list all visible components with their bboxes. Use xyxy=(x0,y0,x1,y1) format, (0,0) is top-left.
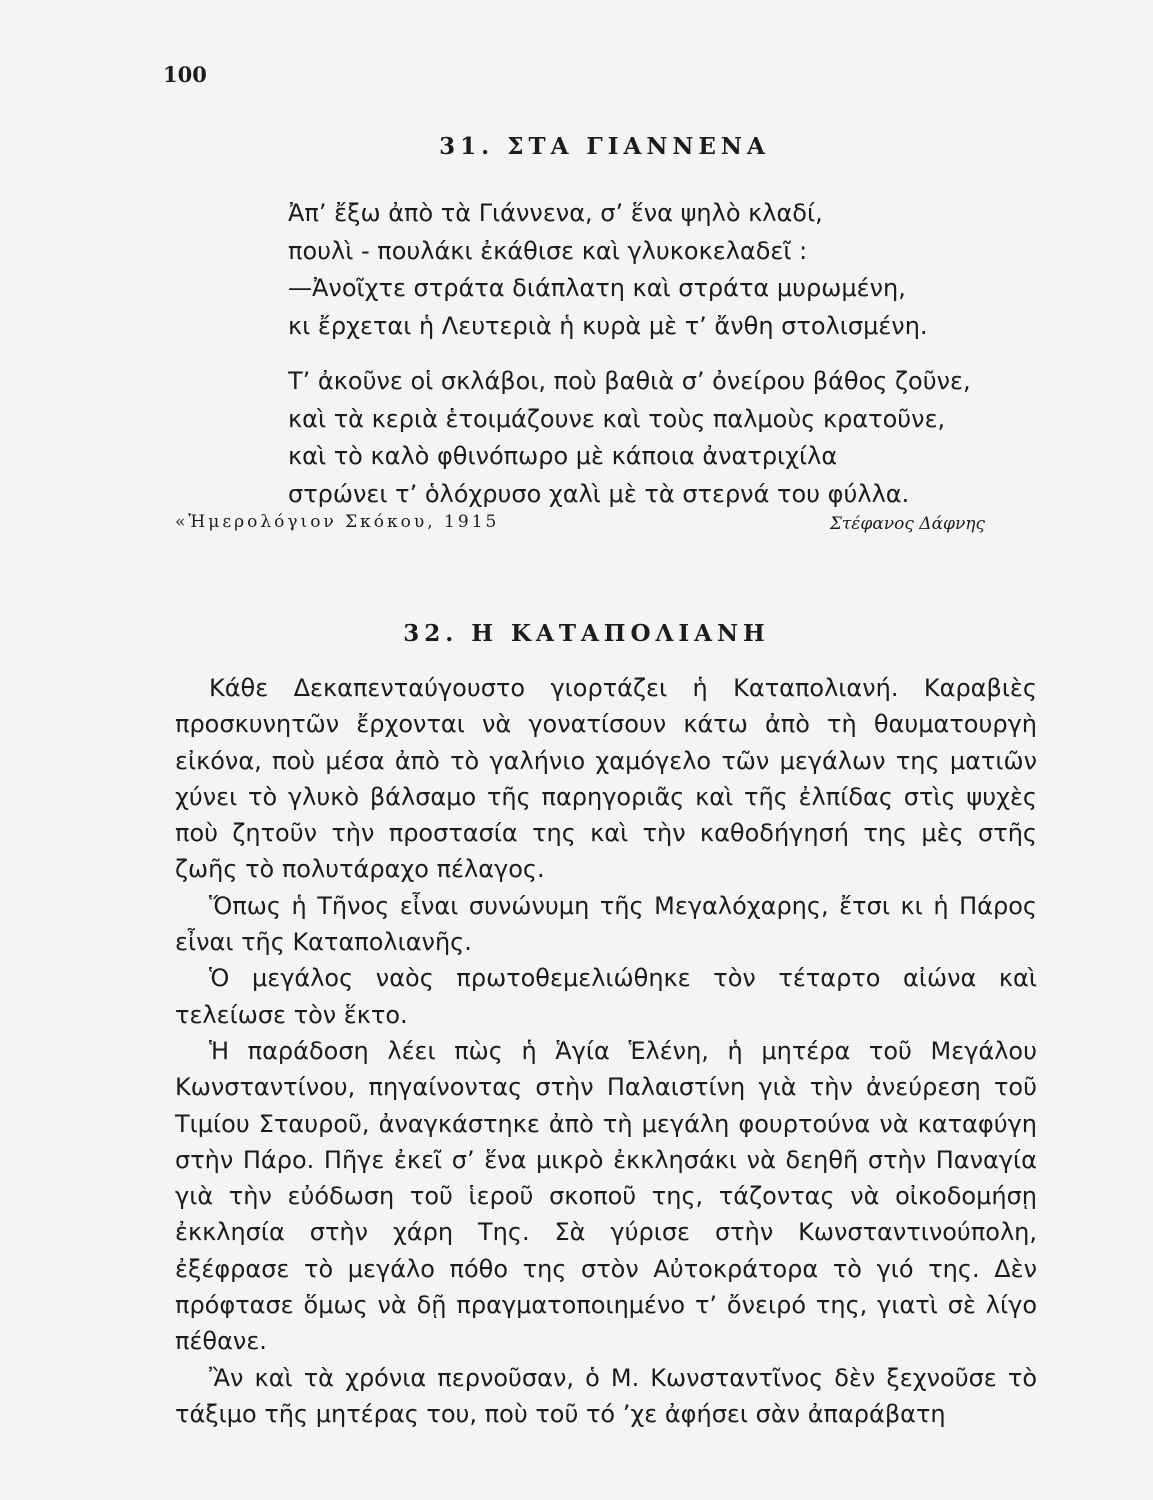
verse-line: στρώνει τ’ ὁλόχρυσο χαλὶ μὲ τὰ στερνά του φύλλα. xyxy=(288,479,910,508)
poem-stanza-2 xyxy=(288,363,1028,513)
paragraph: Ἂν καὶ τὰ χρόνια περνοῦσαν, ὁ Μ. Κωνσταντῖνος δὲν ξεχνοῦσε τὸ τάξιμο τῆς μητέρας του, ποὺ τοῦ τό ’χε ἀφήσει σὰν ἀπαράβατη xyxy=(175,1363,1037,1428)
poem-source: «Ἡμερολόγιον Σκόκου, 1915 xyxy=(175,512,500,532)
verse-line: καὶ τὰ κεριὰ ἑτοιμάζουνε καὶ τοὺς παλμοὺς κρατοῦνε, xyxy=(288,404,946,433)
verse-line: κι ἔρχεται ἡ Λευτεριὰ ἡ κυρὰ μὲ τ’ ἄνθη στολισμένη. xyxy=(288,311,928,340)
section-title-giannena: 31. ΣΤΑ ΓΙΑΝΝΕΝΑ xyxy=(439,133,770,160)
verse-line: —Ἀνοῖχτε στράτα διάπλατη καὶ στράτα μυρωμένη, xyxy=(288,274,906,302)
section-title-katapoliani: 32. Η ΚΑΤΑΠΟΛΙΑΝΗ xyxy=(403,620,770,647)
paragraph: Ὁ μεγάλος ναὸς πρωτοθεμελιώθηκε τὸν τέταρτο αἰώνα καὶ τελείωσε τὸν ἕκτο. xyxy=(175,964,1037,1029)
verse-line: Ἀπ’ ἔξω ἀπὸ τὰ Γιάννενα, σ’ ἕνα ψηλὸ κλαδί, xyxy=(288,199,823,227)
poem-author: Στέφανος Δάφνης xyxy=(829,514,985,534)
paragraph: Ὅπως ἡ Τῆνος εἶναι συνώνυμη τῆς Μεγαλόχαρης, ἔτσι κι ἡ Πάρος εἶναι τῆς Καταπολιανῆς. xyxy=(175,891,1037,957)
verse-line: Τ’ ἀκοῦνε οἱ σκλάβοι, ποὺ βαθιὰ σ’ ὀνείρου βάθος ζοῦνε, xyxy=(288,367,971,395)
poem-stanza-1 xyxy=(288,195,1028,345)
prose-body xyxy=(175,670,1037,1432)
paragraph: Ἡ παράδοση λέει πὼς ἡ Ἁγία Ἑλένη, ἡ μητέρα τοῦ Μεγάλου Κωνσταντίνου, πηγαίνοντας στὴν Παλαιστίνη γιὰ τὴν ἀνεύρεση τοῦ Τιμίου Σταυροῦ, ἀναγκάστηκε ἀπὸ τὴ μεγάλη φουρτούνα νὰ καταφύγη στὴν Πάρο. Πῆγε ἐκεῖ σ’ ἕνα μικρὸ ἐκκλησάκι νὰ δεηθῆ στὴν Παναγία γιὰ τὴν εὐόδωση τοῦ ἱεροῦ σκοποῦ της, τάζοντας νὰ οἰκοδομήσῃ ἐκκλησία στὴν χάρη Της. Σὰ γύρισε στὴν Κωνσταντινούπολη, ἐξέφρασε τὸ μεγάλο πόθο της στὸν Αὐτοκράτορα τὸ γιό της. Δὲν πρόφτασε ὅμως νὰ δῇ πραγματοποιημένο τ’ ὄνειρό της, γιατὶ σὲ λίγο πέθανε. xyxy=(175,1036,1037,1356)
verse-line: καὶ τὸ καλὸ φθινόπωρο μὲ κάποια ἀνατριχίλα xyxy=(288,442,838,470)
poem xyxy=(288,195,1028,531)
paragraph: Κάθε Δεκαπενταύγουστο γιορτάζει ἡ Καταπολιανή. Καραβιὲς προσκυνητῶν ἔρχονται νὰ γονατίσουν κάτω ἀπὸ τὴ θαυματουργὴ εἰκόνα, ποὺ μέσα ἀπὸ τὸ γαλήνιο χαμόγελο τῶν μεγάλων της ματιῶν χύνει τὸ γλυκὸ βάλσαμο τῆς παρηγοριᾶς καὶ τῆς ἐλπίδας στὶς ψυχὲς ποὺ ζητοῦν τὴν προστασία της καὶ τὴν καθοδήγησή της μὲς στῆς ζωῆς τὸ πολυτάραχο πέλαγος. xyxy=(175,674,1037,884)
page-number: 100 xyxy=(163,62,207,87)
verse-line: πουλὶ - πουλάκι ἐκάθισε καὶ γλυκοκελαδεῖ : xyxy=(288,236,808,265)
